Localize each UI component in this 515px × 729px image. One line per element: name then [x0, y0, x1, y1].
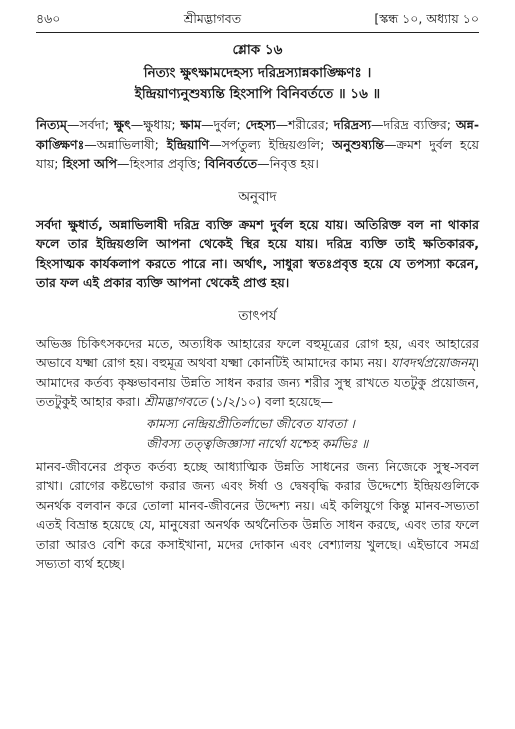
purport-text: (১/২/১০) বলা হয়েছে— — [206, 394, 333, 409]
synonym-word: দরিদ্রস্য — [333, 117, 371, 132]
synonym-meaning: সর্পতুল্য ইন্দ্রিয়গুলি; — [221, 136, 333, 152]
synonym-meaning: অন্নাভিলাষী; — [96, 136, 167, 152]
synonym-meaning: নিবৃত্ত হয়। — [269, 156, 319, 171]
quoted-verse — [36, 414, 479, 454]
synonym-word: নিত্যম্ — [36, 117, 67, 132]
translation-heading: অনুবাদ — [238, 188, 277, 205]
synonym-meaning: শরীরের; — [288, 117, 334, 132]
synonym-word: অন্ন-কাঙ্ক্ষিণঃ — [36, 117, 480, 152]
sanskrit-phrase: যাবদর্থপ্রয়োজনম্ — [391, 355, 475, 370]
quote-line-2: জীবস্য তত্ত্বজিজ্ঞাসা নার্থো যশ্চেহ কর্মভিঃ ॥ — [146, 435, 369, 451]
synonym-word: ক্ষুৎ — [113, 117, 131, 132]
verse-line-1: নিত্যং ক্ষুৎক্ষামদেহস্য দরিদ্রস্যান্নকাঙ্ক্ষিণঃ । — [143, 65, 372, 81]
synonym-meaning: ক্ষুধায়; — [143, 117, 181, 132]
running-header — [36, 8, 479, 30]
synonym-meaning: দুর্বল; — [213, 117, 246, 132]
synonym-word: দেহস্য — [245, 117, 276, 132]
purport-text: অভিজ্ঞ চিকিৎসকদের মতে, অত্যধিক আহারের ফলে বহুমূত্রের রোগ হয়, এবং আহারের অভাবে যক্ষ্মা রোগ হয়। বহুমূত্র অথবা যক্ষ্মা কোনটিই আমাদের কাম্য নয়। — [36, 335, 479, 370]
purport-paragraph-1 — [36, 334, 479, 412]
word-synonyms: নিত্যম্—সর্বদা; ক্ষুৎ—ক্ষুধায়; ক্ষাম—দুর্বল; দেহস্য—শরীরের; দরিদ্রস্য—দরিদ্র ব্যক্তির; অন্ন-কাঙ্ক্ষিণঃ—অন্নাভিলাষী; ইন্দ্রিয়াণি—সর্পতুল্য ইন্দ্রিয়গুলি; অনুশুষ্যন্তি—ক্রমশ দুর্বল হয়ে যায়; হিংসা অপি—হিংসার প্রবৃত্তি; বিনিবর্ততে—নিবৃত্ত হয়। — [36, 117, 480, 171]
sloka-number: শ্লোক ১৬ — [232, 42, 283, 58]
translation-text: সর্বদা ক্ষুধার্ত, অন্নাভিলাষী দরিদ্র ব্যক্তি ক্রমশ দুর্বল হয়ে যায়। অতিরিক্ত বল না থাকার ফলে তার ইন্দ্রিয়গুলি আপনা থেকেই স্থির হয়ে যায়। দরিদ্র ব্যক্তি তাই ক্ষতিকারক, হিংসাত্মক কার্যকলাপ করতে পারে না। অর্থাৎ, সাধুরা স্বতঃপ্রবৃত্ত হয়ে যে তপস্যা করেন, তার ফল এই প্রকার ব্যক্তি আপনা থেকেই প্রাপ্ত হয়। — [36, 216, 479, 290]
sloka-verse — [36, 63, 479, 105]
synonym-meaning: ক্রমশ দুর্বল হয়ে যায়; — [36, 136, 479, 171]
synonym-meaning: সর্বদা; — [79, 117, 114, 132]
verse-line-2: ইন্দ্রিয়াণ্যনুশুষ্যন্তি হিংসাপি বিনিবর্ততে ॥ ১৬ ॥ — [134, 86, 381, 102]
quote-line-1: কামস্য নেন্দ্রিয়প্রীতির্লাভো জীবেত যাবতা । — [146, 415, 355, 431]
page-number: ৪৬০ — [36, 11, 61, 26]
purport-heading: তাৎপর্য — [238, 307, 277, 324]
synonym-word: অনুশুষ্যন্তি — [332, 136, 385, 152]
synonym-word: হিংসা অপি — [62, 156, 118, 171]
synonym-word: বিনিবর্ততে — [204, 156, 258, 171]
purport-body — [36, 334, 479, 574]
chapter-reference: [স্কন্ধ ১০, অধ্যায় ১০ — [374, 11, 479, 26]
synonym-word: ক্ষাম — [180, 117, 202, 132]
synonym-meaning: দরিদ্র ব্যক্তির; — [383, 117, 456, 132]
synonym-word: ইন্দ্রিয়াণি — [166, 136, 210, 152]
purport-paragraph-2: মানব-জীবনের প্রকৃত কর্তব্য হচ্ছে আধ্যাত্মিক উন্নতি সাধনের জন্য নিজেকে সুস্থ-সবল রাখা। রোগের কষ্টভোগ করার জন্য এবং ঈর্ষা ও দ্বেষবৃদ্ধি করার উদ্দেশ্যে ইন্দ্রিয়গুলিকে অনর্থক বলবান করে তোলা মানব-জীবনের উদ্দেশ্য নয়। এই কলিযুগে কিন্তু মানব-সভ্যতা এতই বিভ্রান্ত হয়েছে যে, মানুষেরা অনর্থক অর্থনৈতিক উন্নতি সাধন করছে, এবং তার ফলে তারা আরও বেশি করে কসাইখানা, মদের দোকান এবং বেশ্যালয় খুলছে। এইভাবে সমগ্র সভ্যতা ব্যর্থ হচ্ছে। — [36, 458, 479, 571]
book-title: শ্রীমদ্ভাগবত — [183, 11, 242, 26]
scripture-reference: শ্রীমদ্ভাগবতে — [144, 394, 207, 409]
synonym-meaning: হিংসার প্রবৃত্তি; — [129, 156, 205, 171]
purport-text: । আমাদের কর্তব্য কৃষ্ণভাবনায় উন্নতি সাধন করার জন্য শরীর সুস্থ রাখতে যতটুকু প্রয়োজন, ততটুকুই আহার করা। — [36, 355, 479, 409]
header-rule — [36, 32, 479, 33]
